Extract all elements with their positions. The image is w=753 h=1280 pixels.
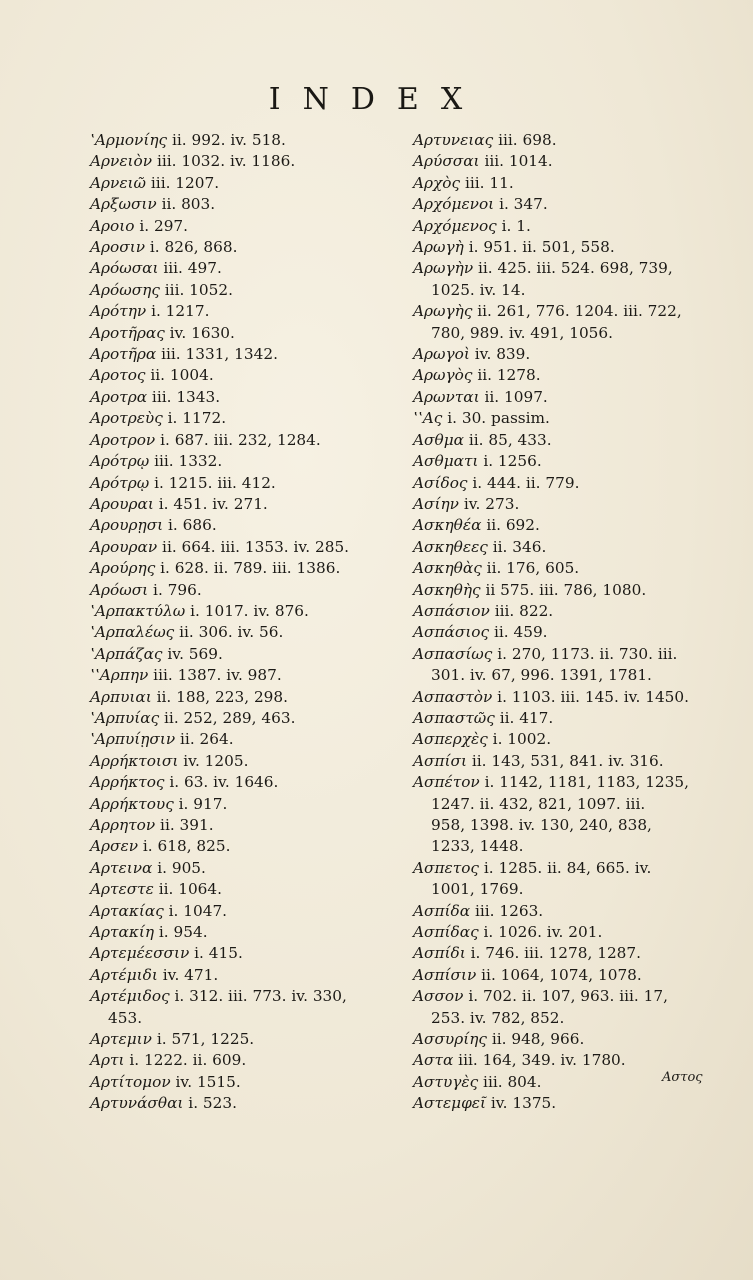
entry-references: ii. 459.: [493, 623, 548, 642]
index-entry: [413, 751, 713, 772]
entry-references: iv. 1515.: [175, 1072, 241, 1091]
entry-references: ii 575. iii. 786, 1080.: [485, 580, 647, 599]
index-entry: [413, 580, 713, 601]
entry-references: i. 954.: [158, 923, 208, 942]
entry-continuation: 453.: [108, 1008, 143, 1027]
entry-headword: Αρτίτομον: [90, 1072, 171, 1091]
entry-references: i. 1.: [501, 216, 531, 235]
index-entry: [413, 644, 713, 665]
entry-references: i. 826, 868.: [149, 238, 238, 257]
entry-headword: Ασσυρίης: [413, 1030, 487, 1049]
entry-headword: Ασθμα: [413, 430, 464, 449]
entry-references: iii. 1331, 1342.: [161, 345, 278, 364]
entry-references: iii. 1207.: [150, 173, 220, 192]
entry-headword: Ασπίδι: [413, 944, 466, 963]
index-entry: [413, 151, 713, 172]
index-entry: [413, 986, 713, 1007]
entry-continuation: 1233, 1448.: [431, 837, 524, 856]
index-entry: [413, 216, 713, 237]
index-column-left: [90, 130, 390, 1115]
entry-headword: Αρούρης: [90, 559, 156, 578]
index-entry: [90, 858, 390, 879]
index-entry: [413, 173, 713, 194]
index-entry: [413, 708, 713, 729]
index-entry: [413, 344, 713, 365]
entry-headword: Ασπίδας: [413, 923, 479, 942]
entry-headword: Ασπέτον: [413, 773, 480, 792]
entry-references: iii. 698.: [498, 131, 557, 149]
entry-headword: Ασθματι: [413, 452, 479, 471]
entry-references: i. 1047.: [168, 901, 228, 920]
entry-references: i. 917.: [178, 794, 228, 813]
index-entry: [90, 665, 390, 686]
entry-headword: Αρτακίας: [90, 901, 164, 920]
index-entry: [90, 280, 390, 301]
index-entry: [90, 537, 390, 558]
index-entry: [413, 515, 713, 536]
entry-headword: Αρόωσι: [90, 580, 149, 599]
index-entry: [413, 494, 713, 515]
entry-references: i. 702. ii. 107, 963. iii. 17,: [468, 987, 668, 1006]
entry-references: iv. 471.: [162, 965, 219, 984]
entry-references: i. 1103. iii. 145. iv. 1450.: [497, 687, 690, 706]
index-entry: [90, 323, 390, 344]
index-entry: [413, 558, 713, 579]
entry-references: i. 796.: [153, 580, 202, 599]
entry-references: iii. 11.: [464, 173, 514, 192]
entry-headword: Ασκηθέα: [413, 516, 482, 535]
entry-headword: Αροιο: [90, 216, 135, 235]
entry-references: iii. 1263.: [474, 901, 544, 920]
entry-references: i. 1217.: [151, 302, 210, 321]
index-entry: [413, 943, 713, 964]
entry-headword: Αρξωσιν: [90, 195, 157, 214]
entry-headword: Αροσιν: [90, 238, 145, 257]
entry-headword: Ασκηθὴς: [413, 580, 481, 599]
entry-headword: ʽʽΑρπην: [90, 666, 149, 685]
entry-headword: Ασπαστὸν: [413, 687, 493, 706]
entry-headword: Αρχόμενοι: [413, 195, 495, 214]
entry-headword: Αρόωσης: [90, 280, 160, 299]
entry-references: ii. 425. iii. 524. 698, 739,: [478, 259, 673, 278]
entry-headword: Αρωγοὶ: [413, 345, 470, 364]
entry-headword: Ασπίσιν: [413, 965, 477, 984]
entry-headword: Αροτρον: [90, 430, 156, 449]
entry-references: ii. 176, 605.: [486, 559, 580, 578]
entry-references: i. 312. iii. 773. iv. 330,: [174, 987, 347, 1006]
index-entry: [413, 408, 713, 429]
index-entry: [413, 237, 713, 258]
entry-references: ii. 143, 531, 841. iv. 316.: [471, 751, 664, 770]
entry-references: i. 1017. iv. 876.: [190, 601, 309, 620]
entry-headword: Αρπυιαι: [90, 687, 152, 706]
index-entry: [90, 1072, 390, 1093]
entry-continuation: 958, 1398. iv. 130, 240, 838,: [431, 816, 652, 834]
index-entry: [90, 173, 390, 194]
index-entry: [90, 130, 390, 151]
entry-headword: ʽΑρπυίας: [90, 708, 160, 727]
entry-headword: Αρτέμιδι: [90, 965, 158, 984]
entry-headword: Αρουρῃσι: [90, 516, 164, 535]
index-entry: [90, 1029, 390, 1050]
index-entry: [90, 430, 390, 451]
entry-references: ii. 948, 966.: [491, 1030, 585, 1049]
index-entry: [90, 216, 390, 237]
entry-references: iv. 1205.: [183, 751, 249, 770]
index-entry: [413, 537, 713, 558]
entry-references: iv. 569.: [167, 644, 223, 663]
index-entry: [413, 858, 713, 879]
entry-headword: Αρρητον: [90, 816, 156, 834]
index-entry: [90, 943, 390, 964]
entry-references: i. 628. ii. 789. iii. 1386.: [160, 559, 341, 578]
entry-headword: Αρωγὴ: [413, 238, 464, 257]
index-entry: [413, 301, 713, 322]
index-entry: [90, 387, 390, 408]
entry-continuation: 253. iv. 782, 852.: [431, 1008, 565, 1027]
entry-references: ii. 85, 433.: [468, 430, 552, 449]
entry-headword: Αροτος: [90, 366, 146, 385]
index-entry: [90, 901, 390, 922]
index-entry: [413, 622, 713, 643]
entry-headword: Αροτῆρας: [90, 323, 165, 342]
entry-references: ii. 417.: [499, 708, 554, 727]
index-entry: [413, 1093, 713, 1114]
index-entry: [90, 258, 390, 279]
entry-headword: Αρωγὴς: [413, 302, 473, 321]
entry-headword: Αρνειὸν: [90, 152, 153, 171]
entry-headword: Αρωγὴν: [413, 259, 474, 278]
entry-references: ii. 664. iii. 1353. iv. 285.: [162, 537, 350, 556]
entry-references: ii. 992. iv. 518.: [171, 131, 286, 149]
entry-headword: Αρνειῶ: [90, 173, 147, 192]
entry-headword: Ασπερχὲς: [413, 730, 488, 749]
entry-references: ii. 692.: [486, 516, 540, 535]
index-entry: [90, 986, 390, 1007]
index-entry: [90, 494, 390, 515]
index-entry: [413, 1050, 713, 1071]
index-entry: [90, 836, 390, 857]
entry-references: ii. 1097.: [484, 387, 548, 406]
entry-references: i. 1026. iv. 201.: [483, 923, 603, 942]
entry-references: ii. 306. iv. 56.: [179, 623, 284, 642]
entry-headword: Αρωνται: [413, 387, 480, 406]
page-title: INDEX: [268, 82, 485, 117]
entry-headword: Αρχόμενος: [413, 216, 497, 235]
entry-headword: Ασπίσι: [413, 751, 467, 770]
entry-references: i. 618, 825.: [142, 837, 231, 856]
entry-references: i. 63. iv. 1646.: [169, 773, 279, 792]
entry-continuation: 1001, 1769.: [431, 880, 524, 899]
index-entry: [90, 1093, 390, 1114]
entry-headword: Ασπίδα: [413, 901, 471, 920]
index-entry: [90, 580, 390, 601]
entry-headword: Αρόωσαι: [90, 259, 159, 278]
index-entry: [90, 922, 390, 943]
entry-headword: Αρουραν: [90, 537, 158, 556]
entry-references: i. 1215. iii. 412.: [154, 473, 276, 492]
entry-headword: Αρότην: [90, 302, 147, 321]
entry-references: i. 905.: [157, 858, 206, 877]
entry-headword: Αροτρεὺς: [90, 409, 163, 428]
entry-references: ii. 1064.: [158, 880, 223, 899]
entry-references: i. 270, 1173. ii. 730. iii.: [497, 644, 678, 663]
index-entry: [90, 879, 390, 900]
entry-references: i. 686.: [168, 516, 217, 535]
entry-headword: Αρτακίη: [90, 923, 155, 942]
entry-headword: Ασπετος: [413, 858, 479, 877]
entry-references: iv. 273.: [463, 494, 520, 513]
entry-headword: Αρτεστε: [90, 880, 154, 899]
entry-references: iii. 1343.: [151, 387, 221, 406]
entry-headword: Αρρήκτους: [90, 794, 174, 813]
entry-references: iii. 1332.: [154, 452, 223, 471]
entry-headword: Ασπασίως: [413, 644, 493, 663]
entry-headword: Ασκηθεες: [413, 537, 488, 556]
entry-headword: Αρτι: [90, 1051, 125, 1070]
index-entry: [413, 901, 713, 922]
entry-references: ii. 261, 776. 1204. iii. 722,: [477, 302, 682, 321]
entry-references: ii. 264.: [180, 730, 234, 749]
entry-references: ii. 1064, 1074, 1078.: [481, 965, 642, 984]
entry-headword: Αρουραι: [90, 494, 154, 513]
entry-references: iii. 497.: [163, 259, 222, 278]
index-entry: [90, 301, 390, 322]
entry-continuation: 780, 989. iv. 491, 1056.: [431, 323, 614, 342]
entry-references: iii. 1387. iv. 987.: [153, 666, 282, 685]
entry-headword: Ασίδος: [413, 473, 468, 492]
entry-references: i. 687. iii. 232, 1284.: [160, 430, 321, 449]
entry-headword: Ασίην: [413, 494, 459, 513]
entry-headword: Αρσεν: [90, 837, 138, 856]
index-entry: [90, 794, 390, 815]
entry-references: iii. 164, 349. iv. 1780.: [458, 1051, 626, 1070]
entry-headword: Αστεμφεῖ: [413, 1094, 487, 1113]
entry-continuation: 1025. iv. 14.: [431, 280, 526, 299]
entry-headword: Αροτῆρα: [90, 345, 157, 364]
entry-headword: Αρρήκτοισι: [90, 751, 179, 770]
index-entry: [413, 729, 713, 750]
entry-headword: Ασκηθὰς: [413, 559, 482, 578]
entry-headword: Αστα: [413, 1051, 454, 1070]
entry-references: iii. 822.: [494, 601, 554, 620]
entry-references: i. 1222. ii. 609.: [129, 1051, 247, 1070]
entry-headword: Αρχὸς: [413, 173, 461, 192]
index-entry: [90, 687, 390, 708]
entry-references: i. 1142, 1181, 1183, 1235,: [484, 773, 689, 792]
entry-headword: ʽʽΑς: [413, 409, 443, 428]
entry-headword: Αρύσσαι: [413, 152, 480, 171]
entry-headword: ʽΑρπακτύλω: [90, 601, 186, 620]
entry-headword: Αρτεινα: [90, 858, 153, 877]
entry-references: i. 451. iv. 271.: [158, 494, 268, 513]
index-entry: [90, 644, 390, 665]
index-entry: [90, 194, 390, 215]
entry-references: iv. 1375.: [490, 1094, 557, 1113]
entry-references: i. 523.: [188, 1094, 237, 1113]
entry-headword: Αστυγὲς: [413, 1072, 479, 1091]
entry-headword: Αρτυνειας: [413, 131, 494, 149]
entry-headword: Ασπαστῶς: [413, 708, 495, 727]
index-entry: [90, 708, 390, 729]
entry-headword: Αρτεμέεσσιν: [90, 944, 190, 963]
index-entry: [413, 601, 713, 622]
index-entry: [413, 194, 713, 215]
index-entry: [413, 1029, 713, 1050]
index-entry: [90, 815, 390, 836]
index-entry: [413, 365, 713, 386]
index-entry: [413, 430, 713, 451]
entry-references: i. 1002.: [492, 730, 552, 749]
entry-references: iii. 1052.: [164, 280, 233, 299]
index-entry: [90, 515, 390, 536]
entry-references: i. 1285. ii. 84, 665. iv.: [483, 858, 652, 877]
index-entry: [90, 965, 390, 986]
index-entry: [90, 751, 390, 772]
entry-headword: Αρωγὸς: [413, 366, 473, 385]
index-entry: [90, 408, 390, 429]
index-entry: [90, 151, 390, 172]
entry-references: iii. 804.: [483, 1072, 542, 1091]
entry-references: iii. 1014.: [484, 152, 553, 171]
index-entry: [413, 473, 713, 494]
index-entry: [90, 237, 390, 258]
index-entry: [90, 772, 390, 793]
entry-headword: ʽΑρπάζας: [90, 644, 163, 663]
entry-headword: ʽΑρμονίης: [90, 131, 168, 149]
entry-continuation: 301. iv. 67, 996. 1391, 1781.: [431, 666, 652, 685]
entry-headword: Αρτυνάσθαι: [90, 1094, 184, 1113]
index-entry: [413, 687, 713, 708]
index-entry: [90, 1050, 390, 1071]
entry-references: i. 951. ii. 501, 558.: [468, 238, 615, 257]
entry-references: iv. 1630.: [169, 323, 235, 342]
index-entry: [413, 965, 713, 986]
index-column-right: [413, 130, 713, 1115]
entry-references: ii. 188, 223, 298.: [156, 687, 289, 706]
entry-continuation: 1247. ii. 432, 821, 1097. iii.: [431, 794, 646, 813]
entry-headword: Αρτεμιν: [90, 1030, 152, 1049]
index-entry: [413, 130, 713, 151]
index-entry: [90, 451, 390, 472]
entry-references: ii. 803.: [161, 195, 216, 214]
entry-headword: Αρρήκτος: [90, 773, 165, 792]
entry-references: ii. 391.: [160, 816, 214, 834]
entry-headword: ʽΑρπυίῃσιν: [90, 730, 176, 749]
index-entry: [413, 451, 713, 472]
entry-headword: Ασπάσιος: [413, 623, 490, 642]
index-entry: [90, 601, 390, 622]
entry-headword: Ασπάσιον: [413, 601, 490, 620]
entry-references: i. 347.: [499, 195, 548, 214]
entry-references: i. 444. ii. 779.: [472, 473, 580, 492]
entry-references: i. 1172.: [167, 409, 227, 428]
entry-headword: Ασσον: [413, 987, 464, 1006]
index-entry: [90, 365, 390, 386]
entry-headword: Αρτέμιδος: [90, 987, 170, 1006]
entry-references: i. 746. iii. 1278, 1287.: [470, 944, 642, 963]
entry-references: ii. 346.: [492, 537, 547, 556]
entry-references: i. 571, 1225.: [156, 1030, 255, 1049]
entry-references: ii. 1278.: [477, 366, 541, 385]
entry-references: i. 415.: [194, 944, 243, 963]
index-entry: [90, 473, 390, 494]
index-entry: [413, 772, 713, 793]
entry-headword: ʽΑρπαλέως: [90, 623, 175, 642]
entry-headword: Αρότρῳ: [90, 473, 150, 492]
index-entry: [413, 922, 713, 943]
entry-references: i. 30. passim.: [447, 409, 550, 428]
entry-headword: Αροτρα: [90, 387, 148, 406]
entry-references: iii. 1032. iv. 1186.: [156, 152, 296, 171]
index-entry: [90, 344, 390, 365]
entry-references: i. 297.: [139, 216, 189, 235]
entry-headword: Αρότρῳ: [90, 452, 150, 471]
index-entry: [90, 558, 390, 579]
catchword: Αστος: [662, 1070, 703, 1085]
index-entry: [90, 729, 390, 750]
entry-references: iv. 839.: [474, 345, 531, 364]
entry-references: ii. 1004.: [150, 366, 214, 385]
index-entry: [413, 258, 713, 279]
entry-references: i. 1256.: [483, 452, 542, 471]
entry-references: ii. 252, 289, 463.: [164, 708, 296, 727]
index-entry: [90, 622, 390, 643]
index-entry: [413, 387, 713, 408]
